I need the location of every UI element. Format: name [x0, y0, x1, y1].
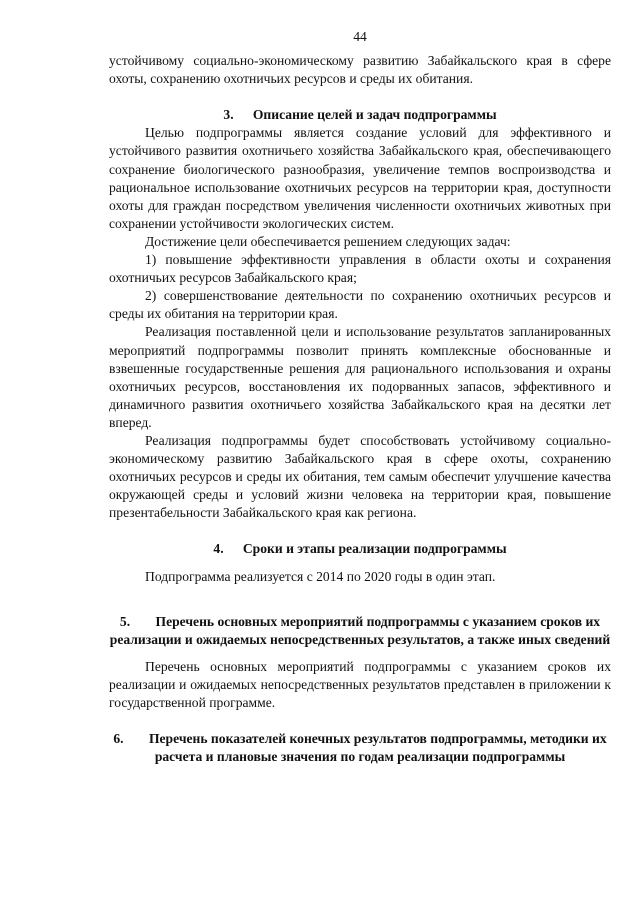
- section-3-title: Описание целей и задач подпрограммы: [252, 107, 497, 123]
- section-3-paragraph-2: Достижение цели обеспечивается решением следующих задач:: [145, 233, 511, 249]
- spacer: [109, 522, 611, 540]
- section-3-paragraph-3: Реализация поставленной цели и использование результатов запланированных мероприятий подпрограммы позволит принять комплексные обоснованные и взвешенные государственные решения для рационального использования и охраны охотничьих ресурсов, восстановления их подорванных запасов, эффективного и динамичного развития охотничьего хозяйства Забайкальского края на десятки лет вперед.: [109, 324, 611, 430]
- section-6-heading: [109, 730, 611, 766]
- spacer: [109, 649, 611, 658]
- section-4-title: Сроки и этапы реализации подпрограммы: [242, 541, 507, 557]
- section-4-number: 4.: [213, 541, 224, 557]
- section-3-paragraph-4: Реализация подпрограммы будет способствовать устойчивому социально-экономическому развитию Забайкальского края в сфере охоты, сохранению охотничьих ресурсов и среды их обитания, тем самым обеспечит улучшение качества окружающей среды и условий жизни человека на территории края, повышение презентабельности Забайкальского края как региона.: [109, 432, 611, 521]
- spacer: [109, 586, 611, 604]
- section-3-number: 3.: [223, 107, 234, 123]
- section-3-paragraph-1: Целью подпрограммы является создание условий для эффективного и устойчивого развития охотничьего хозяйства Забайкальского края, обеспечивающего сохранение биологического разнообразия, увеличение темпов воспроизводства и рациональное использование охотничьих ресурсов на территории края, доступности охоты для граждан посредством увеличения численности охотничьих животных при сохранении устойчивости экологических систем.: [109, 125, 611, 231]
- intro-paragraph: устойчивому социально-экономическому развитию Забайкальского края в сфере охоты, сохранению охотничьих ресурсов и среды их обитания.: [109, 53, 611, 87]
- section-5-number: 5.: [119, 613, 131, 629]
- section-3-task-1: 1) повышение эффективности управления в области охоты и сохранения охотничьих ресурсов Забайкальского края;: [109, 252, 611, 286]
- spacer: [109, 559, 611, 568]
- document-page: [109, 28, 611, 766]
- spacer: [109, 604, 611, 613]
- section-5-title: Перечень основных мероприятий подпрограммы с указанием сроков их реализации и ожидаемых непосредственных результатов, а также иных сведений: [109, 613, 611, 647]
- section-4-paragraph-1: Подпрограмма реализуется с 2014 по 2020 годы в один этап.: [145, 568, 496, 584]
- spacer: [109, 712, 611, 730]
- section-6-number: 6.: [113, 731, 124, 747]
- section-3-heading: [109, 106, 611, 124]
- section-5-heading: [109, 613, 611, 649]
- section-4-heading: [109, 540, 611, 558]
- section-6-title: Перечень показателей конечных результатов подпрограммы, методики их расчета и плановые значения по годам реализации подпрограммы: [148, 731, 607, 765]
- section-5-paragraph-1: Перечень основных мероприятий подпрограммы с указанием сроков их реализации и ожидаемых непосредственных результатов представлен в приложении к государственной программе.: [109, 658, 611, 710]
- section-3-task-2: 2) совершенствование деятельности по сохранению охотничьих ресурсов и среды их обитания на территории края.: [109, 288, 611, 322]
- spacer: [109, 88, 611, 106]
- page-number: 44: [353, 29, 367, 44]
